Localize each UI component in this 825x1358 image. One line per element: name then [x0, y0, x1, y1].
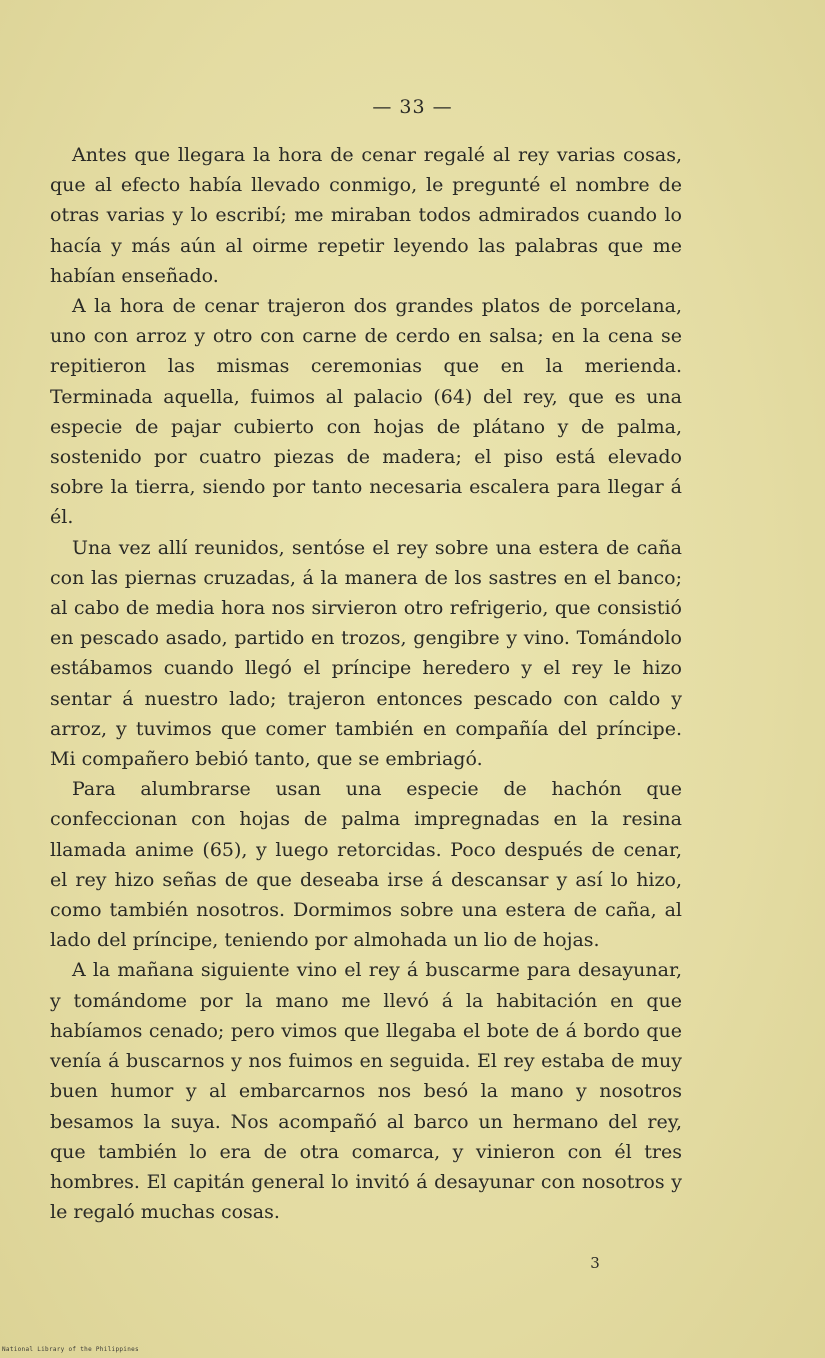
body-text [50, 140, 682, 1227]
paragraph-4: Para alumbrarse usan una especie de hachón que confeccionan con hojas de palma impregnadas en la resina llamada anime (65), y luego retorcidas. Poco después de cenar, el rey hizo señas de que deseaba irse á descansar y así lo hizo, como también nosotros. Dormimos sobre una estera de caña, al lado del príncipe, teniendo por almohada un lio de hojas. [50, 778, 682, 952]
paragraph-3: Una vez allí reunidos, sentóse el rey sobre una estera de caña con las piernas cruzadas, á la manera de los sastres en el banco; al cabo de media hora nos sirvieron otro refrigerio, que consistió en pescado asado, partido en trozos, gengibre y vino. Tomándolo estábamos cuando llegó el príncipe heredero y el rey le hizo sentar á nuestro lado; trajeron entonces pescado con caldo y arroz, y tuvimos que comer también en compañía del príncipe. Mi compañero bebió tanto, que se embriagó. [50, 536, 682, 771]
paragraph-5: A la mañana siguiente vino el rey á buscarme para desayunar, y tomándome por la mano me llevó á la habitación en que habíamos cenado; pero vimos que llegaba el bote de á bordo que venía á buscarnos y nos fuimos en seguida. El rey estaba de muy buen humor y al embarcarnos nos besó la mano y nosotros besamos la suya. Nos acompañó al barco un hermano del rey, que también lo era de otra comarca, y vinieron con él tres hombres. El capitán general lo invitó á desayunar con nosotros y le regaló muchas cosas. [50, 959, 682, 1224]
signature-mark: 3 [590, 1254, 600, 1272]
library-credit: National Library of the Philippines [2, 1346, 139, 1353]
paragraph-2: A la hora de cenar trajeron dos grandes platos de porcelana, uno con arroz y otro con carne de cerdo en salsa; en la cena se repitieron las mismas ceremonias que en la merienda. Terminada aquella, fuimos al palacio (64) del rey, que es una especie de pajar cubierto con hojas de plátano y de palma, sostenido por cuatro piezas de madera; el piso está elevado sobre la tierra, siendo por tanto necesaria escalera para llegar á él. [50, 295, 682, 529]
page-number: — 33 — [372, 96, 453, 118]
paragraph-1: Antes que llegara la hora de cenar regalé al rey varias cosas, que al efecto había llevado conmigo, le pregunté el nombre de otras varias y lo escribí; me miraban todos admirados cuando lo hacía y más aún al oirme repetir leyendo las palabras que me habían enseñado. [50, 144, 682, 287]
